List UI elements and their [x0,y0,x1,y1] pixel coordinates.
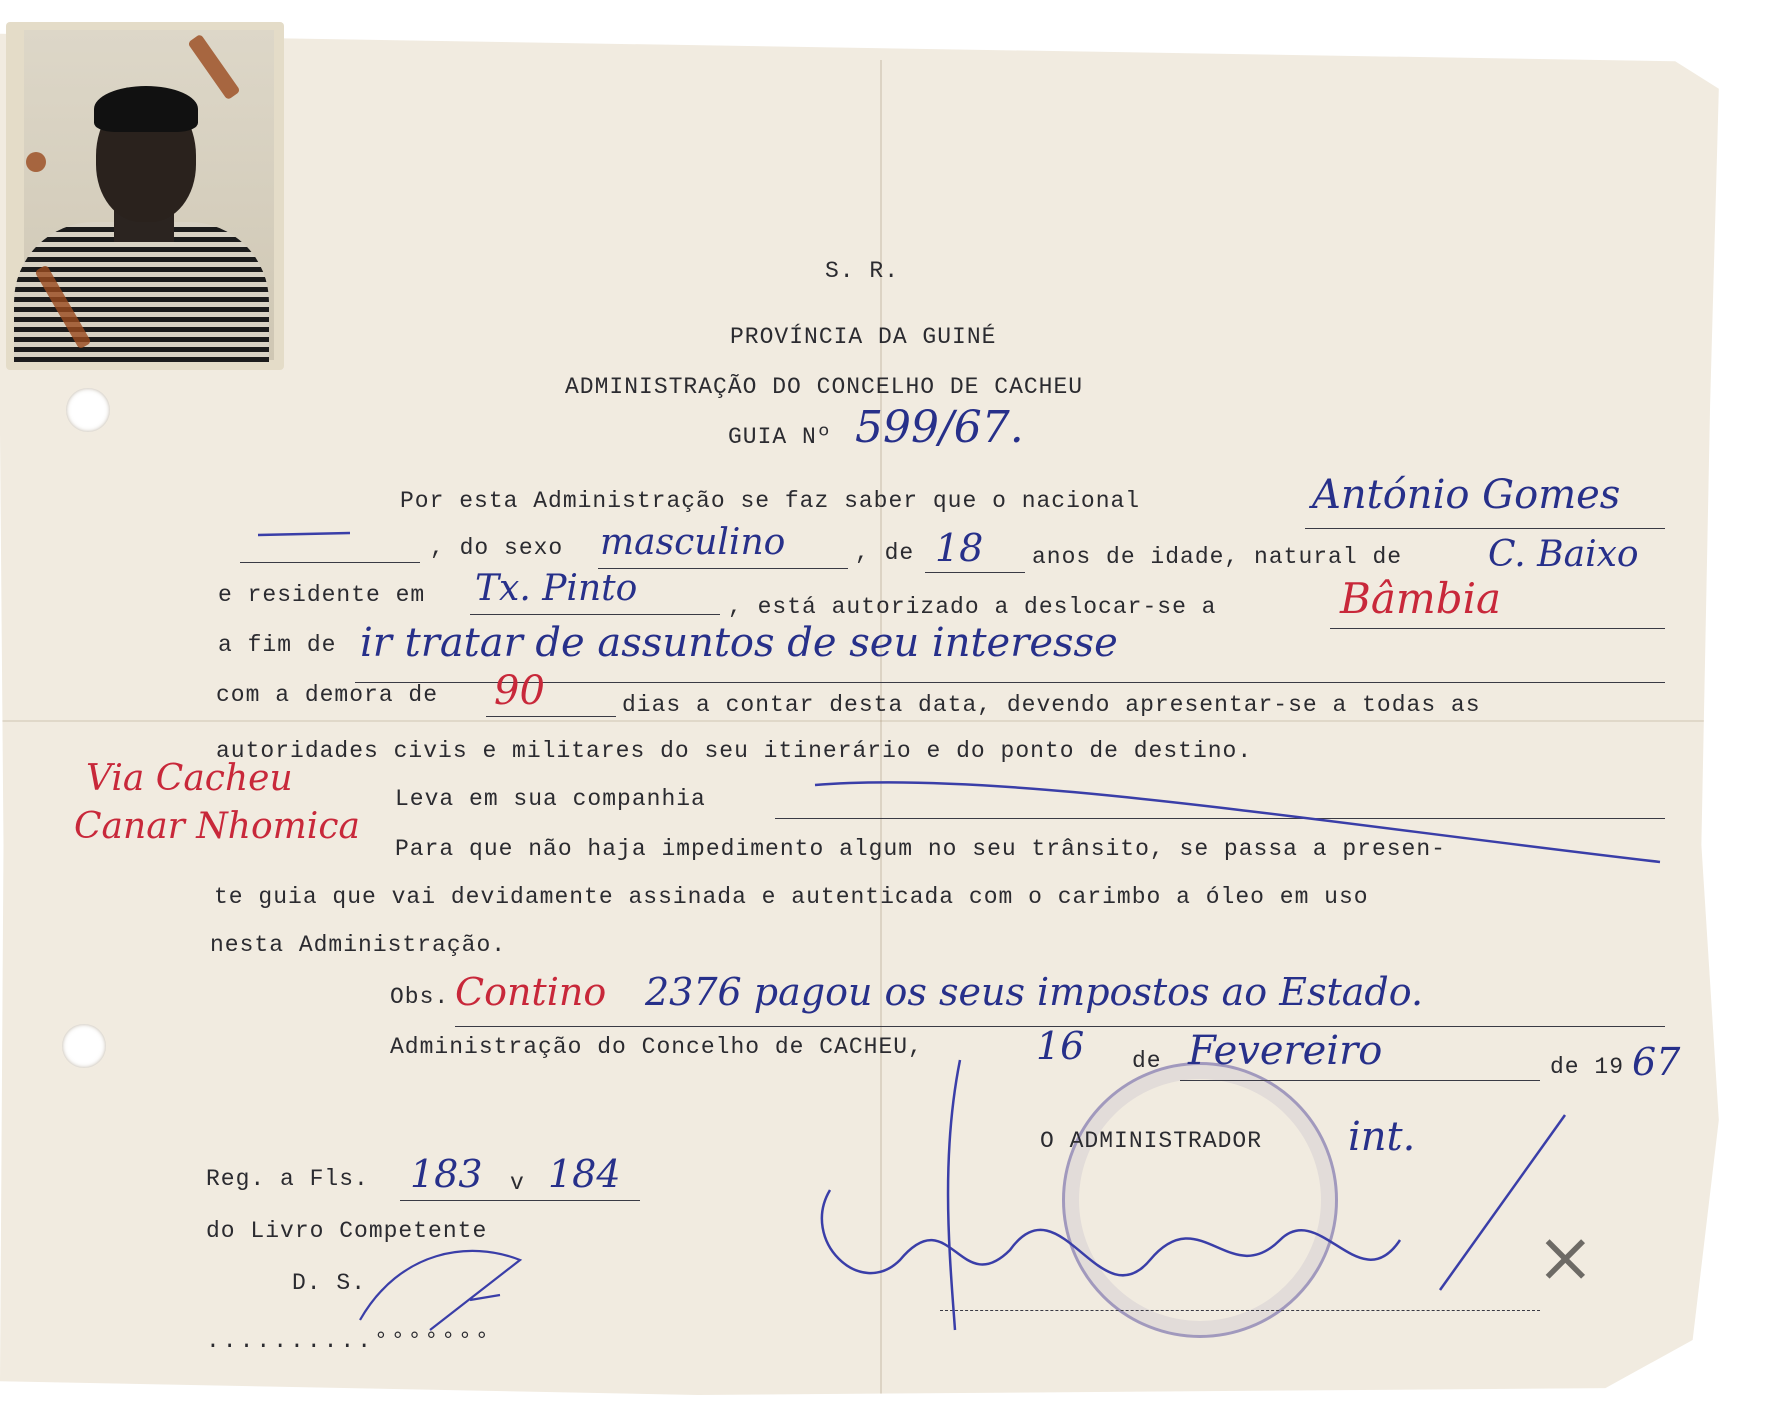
companion-strike-line [815,782,1660,862]
sex-label: , do sexo [430,535,564,561]
body-line-10: nesta Administração. [210,932,507,958]
age-label: , de [855,540,915,566]
registry-livro: do Livro Competente [206,1218,488,1244]
body-line-9: te guia que vai devidamente assinada e autenticada com o carimbo a óleo em uso [214,884,1369,910]
route-note-line-2: Canar Nhomica [74,806,360,847]
date-day: 16 [1036,1024,1085,1068]
dateline-year-label: de 19 [1550,1054,1625,1080]
guia-label: GUIA Nº [728,424,832,450]
province-title: PROVÍNCIA DA GUINÉ [730,324,997,350]
registry-v: v [510,1170,525,1196]
body-line-1: Por esta Administração se faz saber que o nacional [400,488,1141,514]
residence-value: Tx. Pinto [475,568,638,609]
birthplace-value: C. Baixo [1488,534,1639,575]
body-line-8: Para que não haja impedimento algum no seu trânsito, se passa a presen- [395,836,1446,862]
days-value: 90 [494,668,545,714]
int-note: int. [1348,1114,1416,1160]
purpose-value: ir tratar de assuntos de seu interesse [360,620,1118,666]
pencil-cross-mark: × [1536,1216,1595,1298]
header-sr: S. R. [825,258,900,284]
date-month: Fevereiro [1188,1028,1383,1074]
residence-label: e residente em [218,582,426,608]
nacional-name: António Gomes [1312,472,1621,518]
authorized-text: , está autorizado a deslocar-se a [728,594,1217,620]
guia-number: 599/67. [855,402,1024,453]
administration-title: ADMINISTRAÇÃO DO CONCELHO DE CACHEU [565,374,1084,400]
body-line-6: autoridades civis e militares do seu itinerário e do ponto de destino. [216,738,1253,764]
dateline-prefix: Administração do Concelho de CACHEU, [390,1034,923,1060]
date-year: 67 [1632,1040,1681,1084]
administrator-title: O ADMINISTRADOR [1040,1128,1263,1154]
sex-value: masculino [600,522,786,563]
blank-field-mark [258,533,350,535]
purpose-label: a fim de [218,632,337,658]
registry-fls-2: 184 [548,1152,621,1196]
registry-ds: D. S. [292,1270,367,1296]
dateline-de: de [1132,1048,1162,1074]
signature-flourish [948,1060,960,1330]
ds-initials [360,1251,520,1330]
obs-red-note: Contino [455,970,607,1014]
obs-blue-note: 2376 pagou os seus impostos ao Estado. [645,970,1424,1014]
natural-label: anos de idade, natural de [1032,544,1403,570]
body-line-5: dias a contar desta data, devendo apresentar-se a todas as [622,692,1481,718]
destination-value: Bâmbia [1340,574,1502,623]
route-note-line-1: Via Cacheu [86,758,293,799]
delay-label: com a demora de [216,682,439,708]
signature-stroke [1440,1115,1565,1290]
administrator-signature [822,1190,1400,1275]
age-value: 18 [935,526,984,570]
registry-label: Reg. a Fls. [206,1166,369,1192]
registry-fls-1: 183 [410,1152,483,1196]
obs-label: Obs. [390,984,450,1010]
companion-label: Leva em sua companhia [395,786,706,812]
registry-dots: ..........°°°°°°° [206,1328,492,1354]
